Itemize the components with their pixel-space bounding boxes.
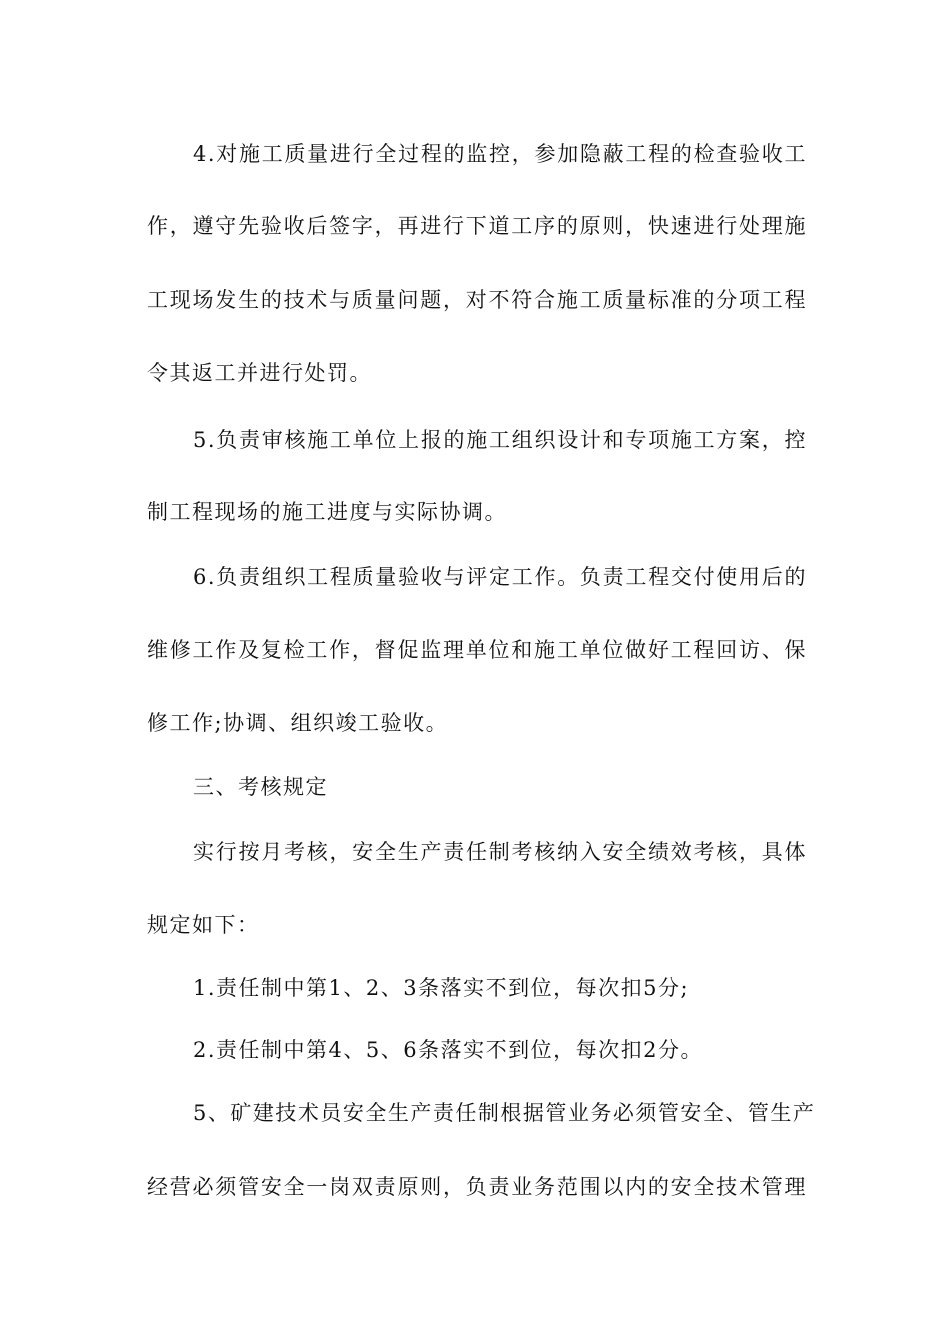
text-line-7: 6.负责组织工程质量验收与评定工作。负责工程交付使用后的 xyxy=(193,565,807,589)
text-line-5: 5.负责审核施工单位上报的施工组织设计和专项施工方案，控 xyxy=(193,428,807,452)
text-line-15: 5、矿建技术员安全生产责任制根据管业务必须管安全、管生产 xyxy=(193,1101,816,1125)
text-line-16: 经营必须管安全一岗双责原则，负责业务范围以内的安全技术管理 xyxy=(147,1175,807,1199)
text-line-12: 规定如下： xyxy=(147,913,260,937)
text-line-11: 实行按月考核，安全生产责任制考核纳入安全绩效考核，具体 xyxy=(193,840,807,864)
text-line-14: 2.责任制中第4、5、6条落实不到位，每次扣2分。 xyxy=(193,1038,703,1062)
text-line-6: 制工程现场的施工进度与实际协调。 xyxy=(147,500,507,524)
text-line-8: 维修工作及复检工作，督促监理单位和施工单位做好工程回访、保 xyxy=(147,638,807,662)
text-line-9: 修工作;协调、组织竣工验收。 xyxy=(147,711,449,735)
section-heading: 三、考核规定 xyxy=(193,775,328,799)
text-line-13: 1.责任制中第1、2、3条落实不到位，每次扣5分; xyxy=(193,976,690,1000)
text-line-3: 工现场发生的技术与质量问题，对不符合施工质量标准的分项工程 xyxy=(147,288,807,312)
text-line-2: 作，遵守先验收后签字，再进行下道工序的原则，快速进行处理施 xyxy=(147,214,807,238)
text-line-4: 令其返工并进行处罚。 xyxy=(147,361,372,385)
text-line-1: 4.对施工质量进行全过程的监控，参加隐蔽工程的检查验收工 xyxy=(193,142,807,166)
